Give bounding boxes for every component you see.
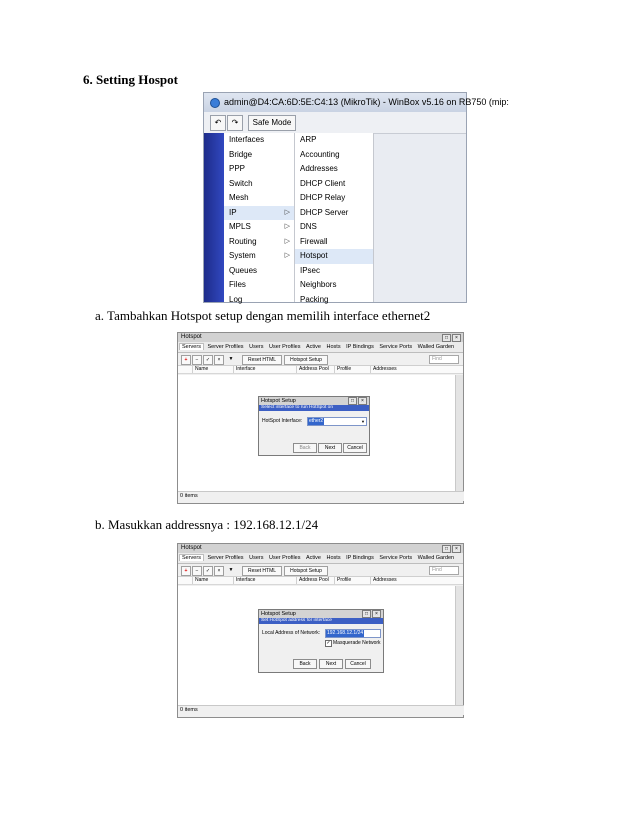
local-address-input[interactable] <box>325 629 381 638</box>
tab-walled-garden[interactable]: Walled Garden <box>417 344 455 350</box>
dialog-controls <box>347 397 367 405</box>
tab-servers[interactable]: Servers <box>179 554 204 561</box>
submenu-item-packing[interactable]: Packing <box>300 294 329 304</box>
hotspot-window-title-text: Hotspot <box>181 545 202 551</box>
hotspot-window-a <box>177 332 464 504</box>
next-button[interactable]: Next <box>319 659 343 669</box>
submenu-item-dhcp-server[interactable]: DHCP Server <box>300 207 349 217</box>
dropdown-arrow-icon: ▼ <box>361 419 365 424</box>
step-b-text: b. Masukkan addressnya : 192.168.12.1/24 <box>95 517 319 532</box>
dialog-title-text: Hotspot Setup <box>261 398 296 404</box>
dialog-subtitle: Select interface to run HotSpot on <box>259 405 369 411</box>
dialog-controls <box>361 610 381 618</box>
disable-icon[interactable]: × <box>214 355 224 365</box>
tab-active[interactable]: Active <box>306 344 321 350</box>
safe-mode-button[interactable]: Safe Mode <box>248 115 296 131</box>
hotspot-tabs <box>178 342 463 353</box>
redo-icon[interactable]: ↷ <box>227 115 243 131</box>
restore-icon[interactable]: □ <box>442 545 451 553</box>
menu-item-mpls-label: MPLS <box>229 222 251 231</box>
tab-service-ports[interactable]: Service Ports <box>379 344 413 350</box>
column-name[interactable]: Name <box>192 366 208 373</box>
hotspot-setup-dialog-b <box>258 609 384 673</box>
window-controls <box>441 334 461 343</box>
add-icon[interactable]: + <box>181 355 191 365</box>
restore-icon[interactable]: □ <box>442 334 451 342</box>
window-controls <box>441 545 461 554</box>
menu-item-ip-label: IP <box>229 207 237 217</box>
find-input[interactable]: Find <box>429 355 459 364</box>
hotspot-setup-button[interactable]: Hotspot Setup <box>284 355 328 365</box>
find-input[interactable]: Find <box>429 566 459 575</box>
table-header <box>178 366 463 374</box>
column-interface[interactable]: Interface <box>233 366 255 373</box>
scrollbar[interactable] <box>455 586 463 705</box>
winbox-main-menu <box>224 133 295 302</box>
scrollbar[interactable] <box>455 375 463 491</box>
reset-html-button[interactable]: Reset HTML <box>242 355 282 365</box>
restore-icon[interactable]: □ <box>362 610 371 618</box>
hotspot-window-title-text: Hotspot <box>181 334 202 340</box>
status-bar: 0 items <box>178 491 464 501</box>
submenu-arrow-icon: ▷ <box>284 252 290 259</box>
menu-item-ppp[interactable]: PPP <box>229 164 246 173</box>
next-button[interactable]: Next <box>318 443 342 453</box>
tab-user-profiles[interactable]: User Profiles <box>269 555 301 561</box>
masquerade-checkbox[interactable]: ✓ <box>326 640 331 646</box>
submenu-item-addresses[interactable]: Addresses <box>300 164 338 173</box>
close-icon[interactable]: × <box>452 334 461 342</box>
winbox-title: admin@D4:CA:6D:5E:C4:13 (MikroTik) - WinBox v5.16 on RB750 (mip: <box>224 97 509 107</box>
dialog-subtitle: Set HotSpot address for interface <box>259 618 383 624</box>
submenu-item-neighbors[interactable]: Neighbors <box>300 280 337 289</box>
submenu-arrow-icon: ▷ <box>284 223 290 230</box>
menu-item-interfaces[interactable]: Interfaces <box>229 135 265 144</box>
column-profile[interactable]: Profile <box>334 577 351 584</box>
enable-icon[interactable]: ✓ <box>203 355 213 365</box>
close-icon[interactable]: × <box>358 397 367 405</box>
winbox-toolbar <box>204 112 466 134</box>
disable-icon[interactable]: × <box>214 566 224 576</box>
column-addresses[interactable]: Addresses <box>370 366 397 373</box>
close-icon[interactable]: × <box>372 610 381 618</box>
tab-ip-bindings[interactable]: IP Bindings <box>346 344 374 350</box>
tab-walled-garden[interactable]: Walled Garden <box>417 555 455 561</box>
winbox-ip-submenu <box>295 133 374 302</box>
tab-hosts[interactable]: Hosts <box>326 344 341 350</box>
menu-item-routing[interactable] <box>224 235 294 250</box>
menu-item-switch[interactable]: Switch <box>229 178 253 188</box>
tab-users[interactable]: Users <box>249 555 264 561</box>
winbox-titlebar <box>204 93 509 112</box>
menu-item-mesh[interactable]: Mesh <box>229 193 249 202</box>
undo-icon[interactable]: ↶ <box>210 115 226 131</box>
back-button[interactable]: Back <box>293 659 317 669</box>
column-name[interactable]: Name <box>192 577 208 584</box>
submenu-item-arp[interactable]: ARP <box>300 135 317 144</box>
submenu-item-ipsec[interactable]: IPsec <box>300 265 321 275</box>
step-a-text: a. Tambahkan Hotspot setup dengan memilih interface ethernet2 <box>95 308 431 323</box>
filter-icon[interactable]: ▼ <box>228 567 234 573</box>
column-interface[interactable]: Interface <box>233 577 255 584</box>
winbox-screenshot <box>203 92 509 304</box>
remove-icon[interactable]: − <box>192 355 202 365</box>
submenu-item-firewall[interactable]: Firewall <box>300 236 328 246</box>
tab-ip-bindings[interactable]: IP Bindings <box>346 555 374 561</box>
column-address-pool[interactable]: Address Pool <box>296 577 329 584</box>
hotspot-interface-value: ether2 <box>309 418 324 424</box>
section-heading: 6. Setting Hospot <box>83 72 178 87</box>
submenu-item-dhcp-client[interactable]: DHCP Client <box>300 178 346 188</box>
submenu-item-hotspot[interactable]: Hotspot <box>295 249 373 264</box>
filter-icon[interactable]: ▼ <box>228 356 234 362</box>
tab-hosts[interactable]: Hosts <box>326 555 341 561</box>
hotspot-setup-button[interactable]: Hotspot Setup <box>284 566 328 576</box>
submenu-item-accounting[interactable]: Accounting <box>300 149 340 159</box>
hotspot-window-title <box>178 544 463 553</box>
hotspot-interface-label: HotSpot Interface: <box>262 418 303 424</box>
menu-item-files[interactable]: Files <box>229 280 246 289</box>
submenu-arrow-icon: ▷ <box>284 208 290 216</box>
hotspot-tabs <box>178 553 463 564</box>
winbox-sidebar-strip <box>204 133 224 302</box>
cancel-button[interactable]: Cancel <box>343 443 367 453</box>
dialog-title <box>259 397 369 405</box>
cancel-button[interactable]: Cancel <box>345 659 371 669</box>
hotspot-setup-dialog-a <box>258 396 370 456</box>
restore-icon[interactable]: □ <box>348 397 357 405</box>
local-address-value: 192.168.12.1/24 <box>327 630 364 636</box>
back-button[interactable]: Back <box>293 443 317 453</box>
close-icon[interactable]: × <box>452 545 461 553</box>
column-addresses[interactable]: Addresses <box>370 577 397 584</box>
local-address-label: Local Address of Network: <box>262 630 321 636</box>
winbox-app-icon <box>210 98 220 108</box>
menu-item-routing-label: Routing <box>229 236 257 246</box>
enable-icon[interactable]: ✓ <box>203 566 213 576</box>
menu-item-bridge[interactable]: Bridge <box>229 149 253 159</box>
hotspot-window-b <box>177 543 464 718</box>
menu-item-system[interactable] <box>224 249 294 264</box>
tab-servers[interactable]: Servers <box>179 343 204 350</box>
reset-html-button[interactable]: Reset HTML <box>242 566 282 576</box>
column-profile[interactable]: Profile <box>334 366 351 373</box>
menu-item-log[interactable]: Log <box>229 294 243 304</box>
hotspot-toolbar <box>178 353 463 366</box>
menu-item-ip[interactable] <box>224 206 294 221</box>
menu-item-system-label: System <box>229 251 256 260</box>
table-header <box>178 577 463 585</box>
status-bar: 0 items <box>178 705 464 715</box>
column-address-pool[interactable]: Address Pool <box>296 366 329 373</box>
hotspot-window-title <box>178 333 463 342</box>
dialog-title-text: Hotspot Setup <box>261 611 296 617</box>
add-icon[interactable]: + <box>181 566 191 576</box>
menu-item-mpls[interactable] <box>224 220 294 235</box>
tab-user-profiles[interactable]: User Profiles <box>269 344 301 350</box>
submenu-item-dns[interactable]: DNS <box>300 222 317 231</box>
hotspot-toolbar <box>178 564 463 577</box>
tab-server-profiles[interactable]: Server Profiles <box>207 555 244 561</box>
submenu-item-dhcp-relay[interactable]: DHCP Relay <box>300 193 346 202</box>
masquerade-label: Masquerade Network <box>333 640 381 646</box>
submenu-arrow-icon: ▷ <box>284 237 290 245</box>
tab-service-ports[interactable]: Service Ports <box>379 555 413 561</box>
tab-users[interactable]: Users <box>249 344 264 350</box>
tab-server-profiles[interactable]: Server Profiles <box>207 344 244 350</box>
hotspot-interface-select[interactable] <box>307 417 367 426</box>
tab-active[interactable]: Active <box>306 555 321 561</box>
dialog-title <box>259 610 383 618</box>
menu-item-queues[interactable]: Queues <box>229 265 258 275</box>
remove-icon[interactable]: − <box>192 566 202 576</box>
